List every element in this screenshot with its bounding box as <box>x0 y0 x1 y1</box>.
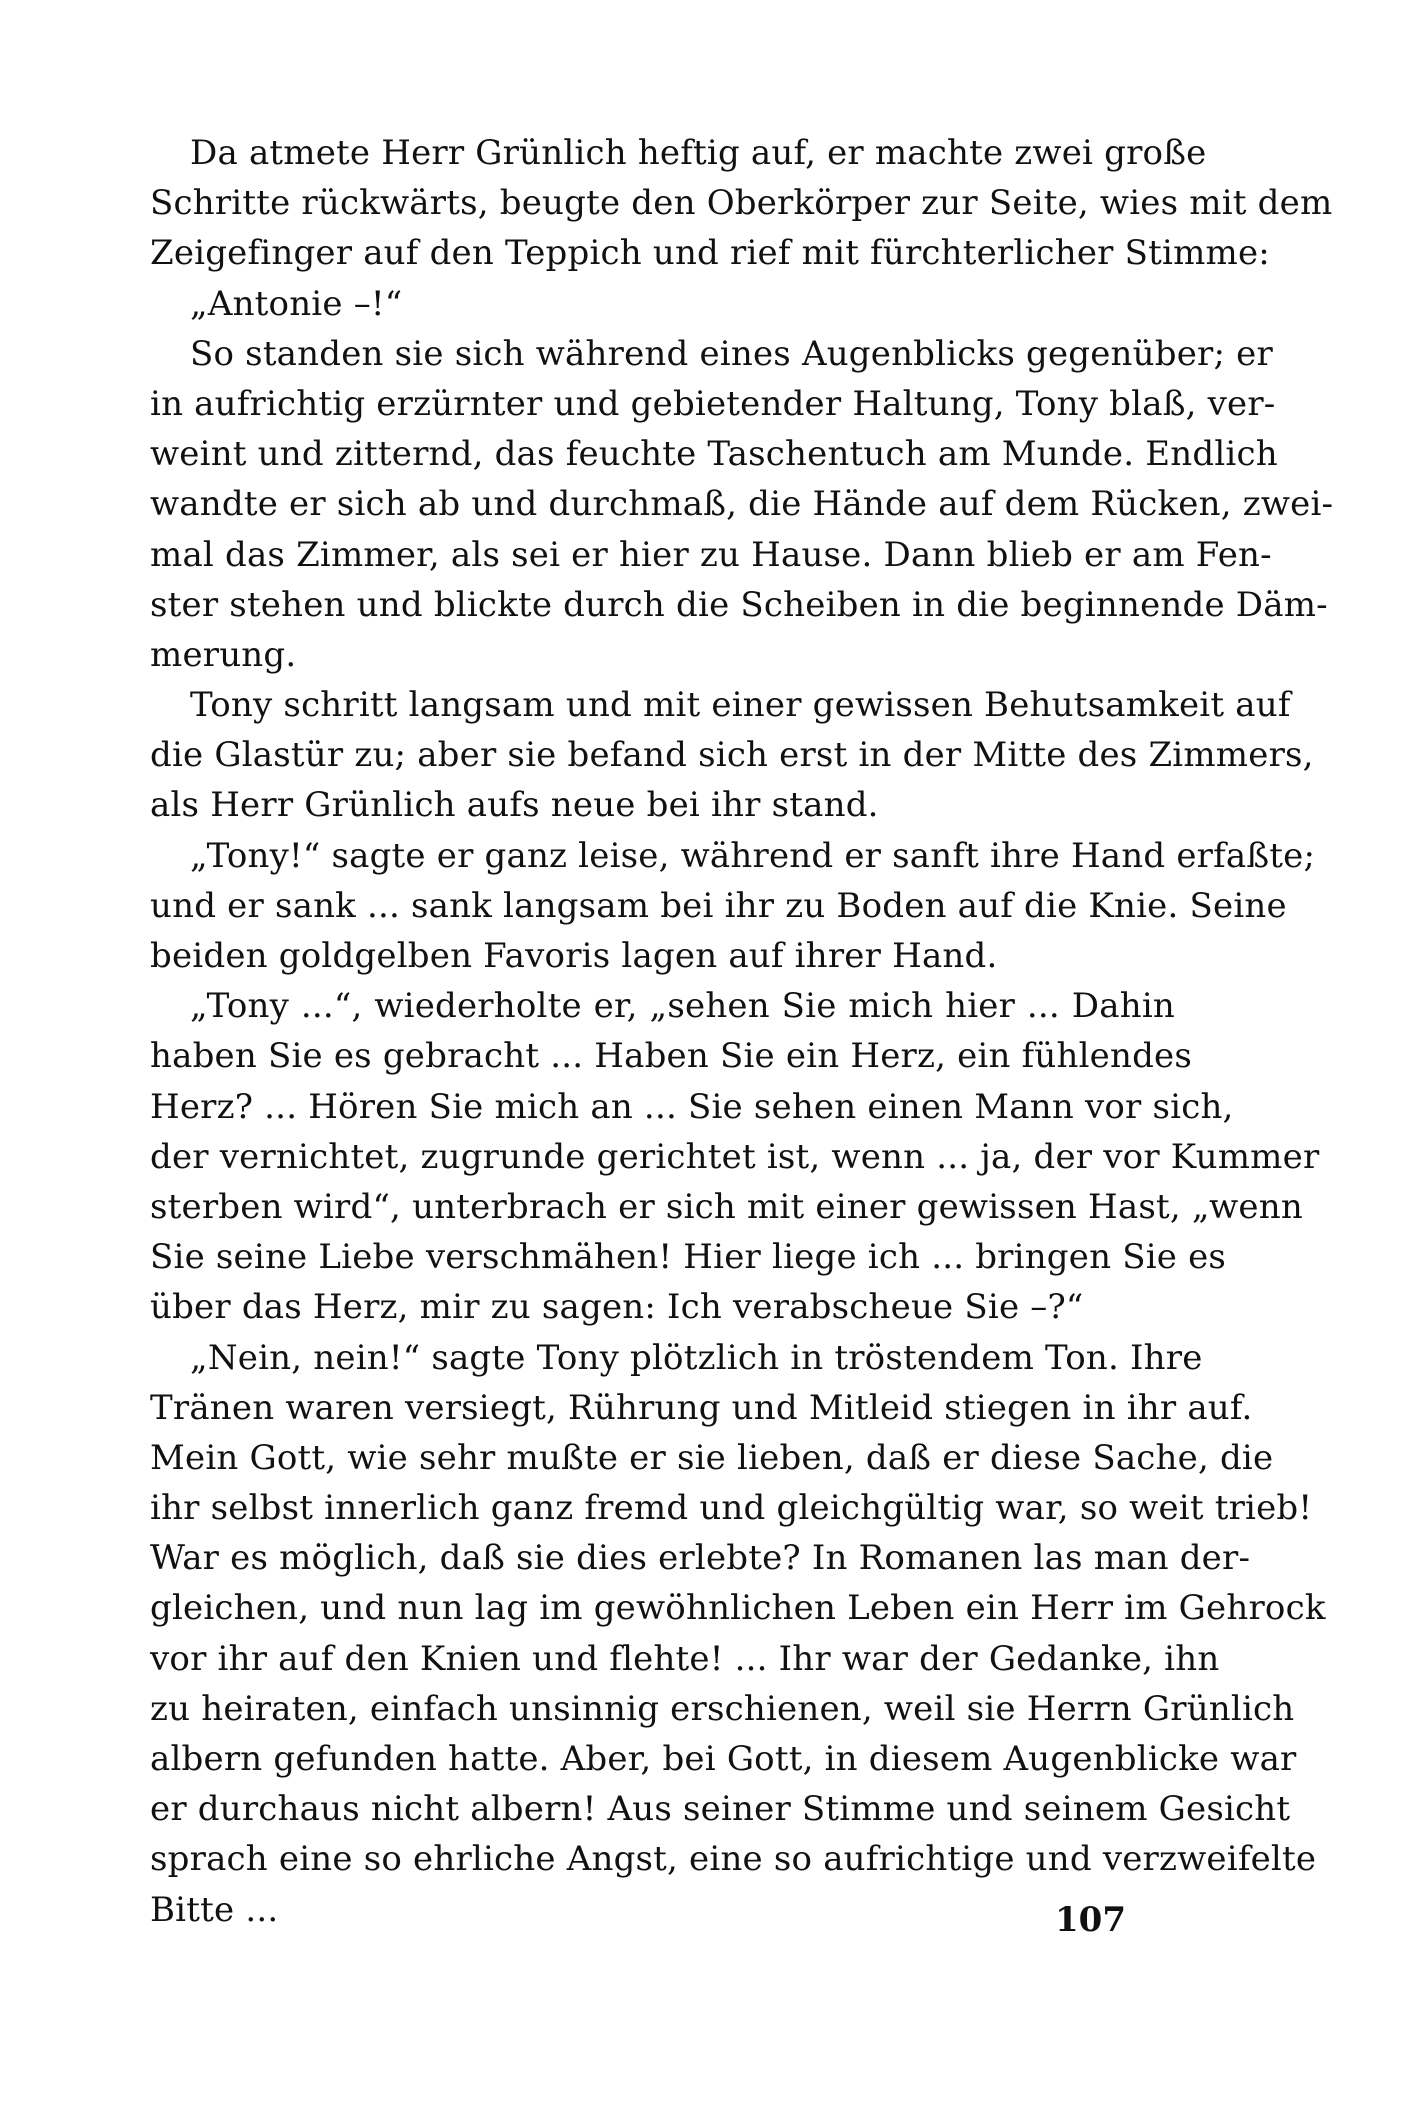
text-line: weint und zitternd, das feuchte Taschentuch am Munde. Endlich <box>150 434 1278 475</box>
text-line: wandte er sich ab und durchmaß, die Hände auf dem Rücken, zwei- <box>150 484 1334 525</box>
text-line: Da atmete Herr Grünlich heftig auf, er machte zwei große <box>190 133 1207 173</box>
text-line: ster stehen und blickte durch die Scheiben in die beginnende Däm- <box>150 584 1328 625</box>
text-line: Herz? ... Hören Sie mich an ... Sie sehen einen Mann vor sich, <box>150 1086 1234 1127</box>
text-line: merung. <box>150 634 297 675</box>
text-line: beiden goldgelben Favoris lagen auf ihrer Hand. <box>150 936 998 976</box>
text-line: als Herr Grünlich aufs neue bei ihr stand. <box>150 785 879 826</box>
text-line: der vernichtet, zugrunde gerichtet ist, wenn ... ja, der vor Kummer <box>150 1136 1320 1177</box>
text-line: vor ihr auf den Knien und flehte! ... Ihr war der Gedanke, ihn <box>150 1638 1220 1679</box>
text-line: haben Sie es gebracht ... Haben Sie ein Herz, ein fühlendes <box>150 1036 1193 1077</box>
body-text <box>150 128 1334 1935</box>
text-line: zu heiraten, einfach unsinnig erschienen, weil sie Herrn Grünlich <box>150 1688 1295 1729</box>
text-line: „Tony!“ sagte er ganz leise, während er sanft ihre Hand erfaßte; <box>190 835 1316 876</box>
text-line: War es möglich, daß sie dies erlebte? In Romanen las man der- <box>150 1538 1251 1579</box>
text-line: sterben wird“, unterbrach er sich mit einer gewissen Hast, „wenn <box>150 1186 1303 1227</box>
text-line: Mein Gott, wie sehr mußte er sie lieben, daß er diese Sache, die <box>150 1437 1274 1478</box>
text-line: über das Herz, mir zu sagen: Ich verabscheue Sie –?“ <box>150 1287 1084 1328</box>
text-line: Tränen waren versiegt, Rührung und Mitleid stiegen in ihr auf. <box>150 1387 1253 1428</box>
text-line: Tony schritt langsam und mit einer gewissen Behutsamkeit auf <box>190 685 1291 726</box>
text-line: „Antonie –!“ <box>190 283 403 324</box>
text-line: So standen sie sich während eines Augenblicks gegenüber; er <box>190 333 1273 374</box>
text-line: Schritte rückwärts, beugte den Oberkörper zur Seite, wies mit dem <box>150 183 1333 224</box>
text-line: Bitte ... <box>150 1889 279 1930</box>
text-line: und er sank ... sank langsam bei ihr zu Boden auf die Knie. Seine <box>150 885 1287 926</box>
text-line: er durchaus nicht albern! Aus seiner Stimme und seinem Gesicht <box>150 1789 1291 1830</box>
text-line: ihr selbst innerlich ganz fremd und gleichgültig war, so weit trieb! <box>150 1488 1313 1529</box>
text-line: Zeigefinger auf den Teppich und rief mit fürchterlicher Stimme: <box>150 233 1270 274</box>
text-line: „Tony ...“, wiederholte er, „sehen Sie mich hier ... Dahin <box>190 986 1175 1027</box>
text-line: die Glastür zu; aber sie befand sich erst in der Mitte des Zimmers, <box>150 735 1314 776</box>
text-line: mal das Zimmer, als sei er hier zu Hause. Dann blieb er am Fen- <box>150 534 1272 575</box>
page-number: 107 <box>1055 1900 1126 1940</box>
text-line: sprach eine so ehrliche Angst, eine so aufrichtige und verzweifelte <box>150 1839 1317 1880</box>
text-line: Sie seine Liebe verschmähen! Hier liege ich ... bringen Sie es <box>150 1237 1227 1278</box>
text-line: albern gefunden hatte. Aber, bei Gott, in diesem Augenblicke war <box>150 1739 1297 1779</box>
text-line: „Nein, nein!“ sagte Tony plötzlich in tröstendem Ton. Ihre <box>190 1337 1203 1378</box>
text-line: gleichen, und nun lag im gewöhnlichen Leben ein Herr im Gehrock <box>150 1588 1326 1629</box>
text-line: in aufrichtig erzürnter und gebietender Haltung, Tony blaß, ver- <box>150 383 1276 424</box>
